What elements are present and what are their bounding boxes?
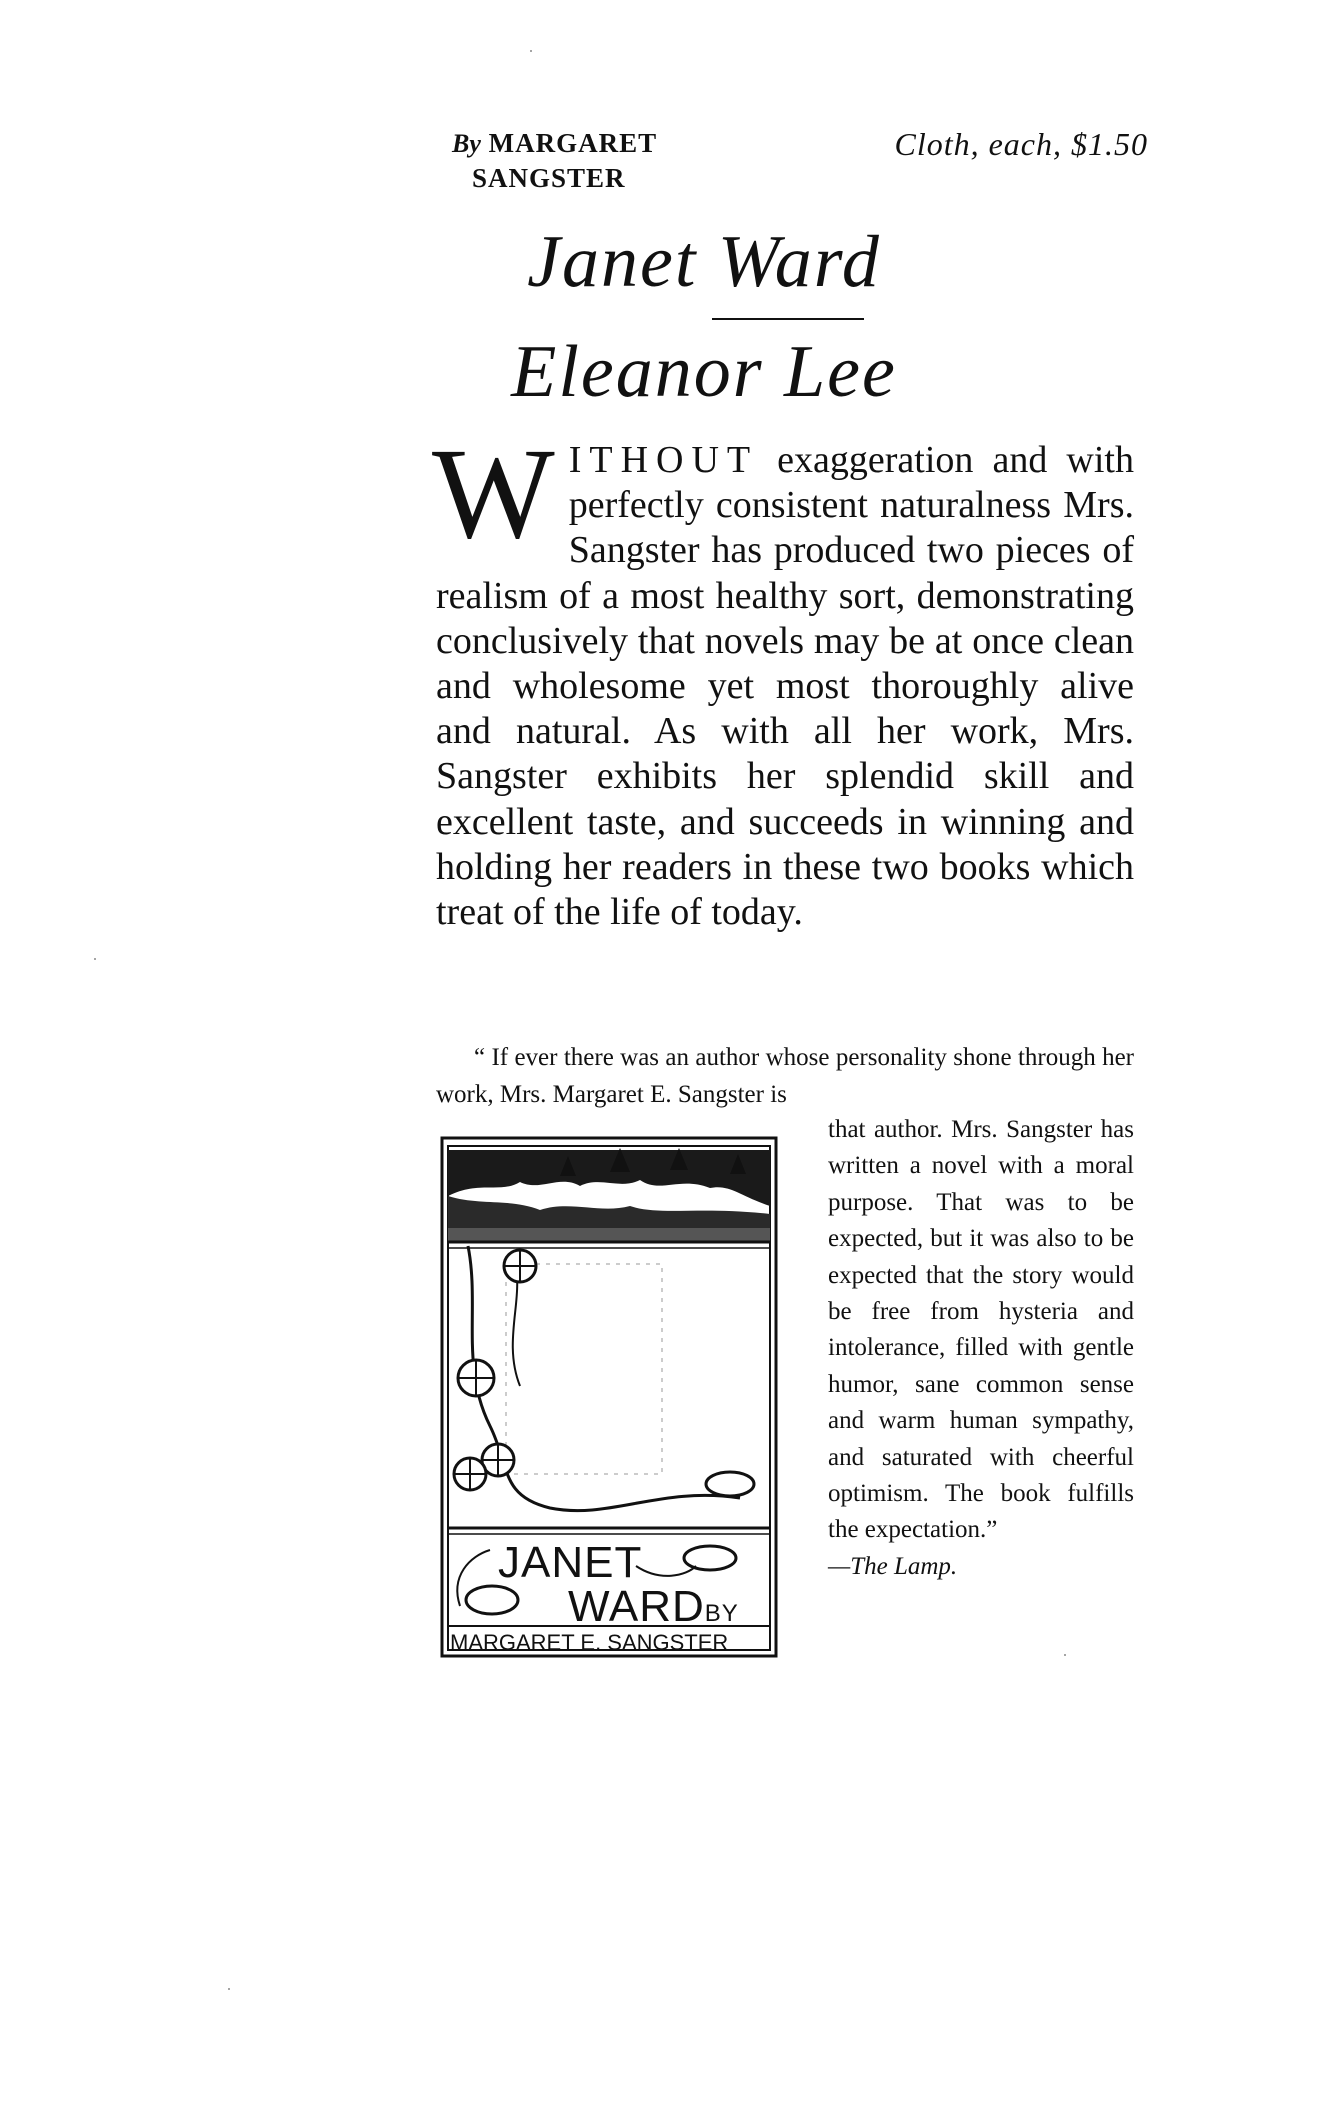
price-label: Cloth, each, $1.50 xyxy=(894,126,1148,162)
byline-by: By xyxy=(452,129,481,158)
review-attribution: —The Lamp. xyxy=(828,1552,958,1580)
description-text: exaggeration and with perfectly consistent naturalness Mrs. Sangster has produced two pieces of realism of a most healthy sort, demonstrating conclusively that novels may be at once clean and wholesome yet most thoroughly alive and natural. As with all her work, Mrs. Sangster exhibits her splendid skill and excellent taste, and succeeds in winning and holding her readers in these two books which treat of the life of today. xyxy=(436,439,1134,934)
byline-author-first: MARGARET xyxy=(488,128,658,158)
lead-word: ITHOUT xyxy=(568,439,759,481)
review-quote-continued xyxy=(828,1112,1134,1585)
cover-title-janet: JANET xyxy=(498,1538,643,1587)
book-title-eleanor-lee: Eleanor Lee xyxy=(511,331,897,413)
book-cover-illustration xyxy=(440,1136,778,1658)
title-divider xyxy=(712,318,864,320)
drop-cap: W xyxy=(432,422,555,566)
book-title-janet-ward: Janet Ward xyxy=(527,221,881,303)
cover-title-ward-text: WARD xyxy=(568,1582,705,1631)
cover-by: BY xyxy=(704,1600,739,1627)
byline-author-last: SANGSTER xyxy=(472,163,626,193)
author-byline xyxy=(452,126,657,195)
cover-author-name: MARGARET E. SANGSTER xyxy=(450,1630,729,1655)
description-paragraph xyxy=(432,422,1134,935)
review-quote-body: that author. Mrs. Sangster has written a novel with a moral purpose. That was to be expected, but it was also to be expected that the story would be free from hysteria and intolerance, filled with gentle humor, sane common sense and warm human sympathy, and saturated with cheerful optimism. The book fulfills the expectation.” xyxy=(828,1116,1134,1544)
cover-title-ward xyxy=(568,1582,739,1632)
review-quote-intro: “ If ever there was an author whose personality shone through her work, Mrs. Margaret E. Sangster is xyxy=(436,1044,1134,1108)
